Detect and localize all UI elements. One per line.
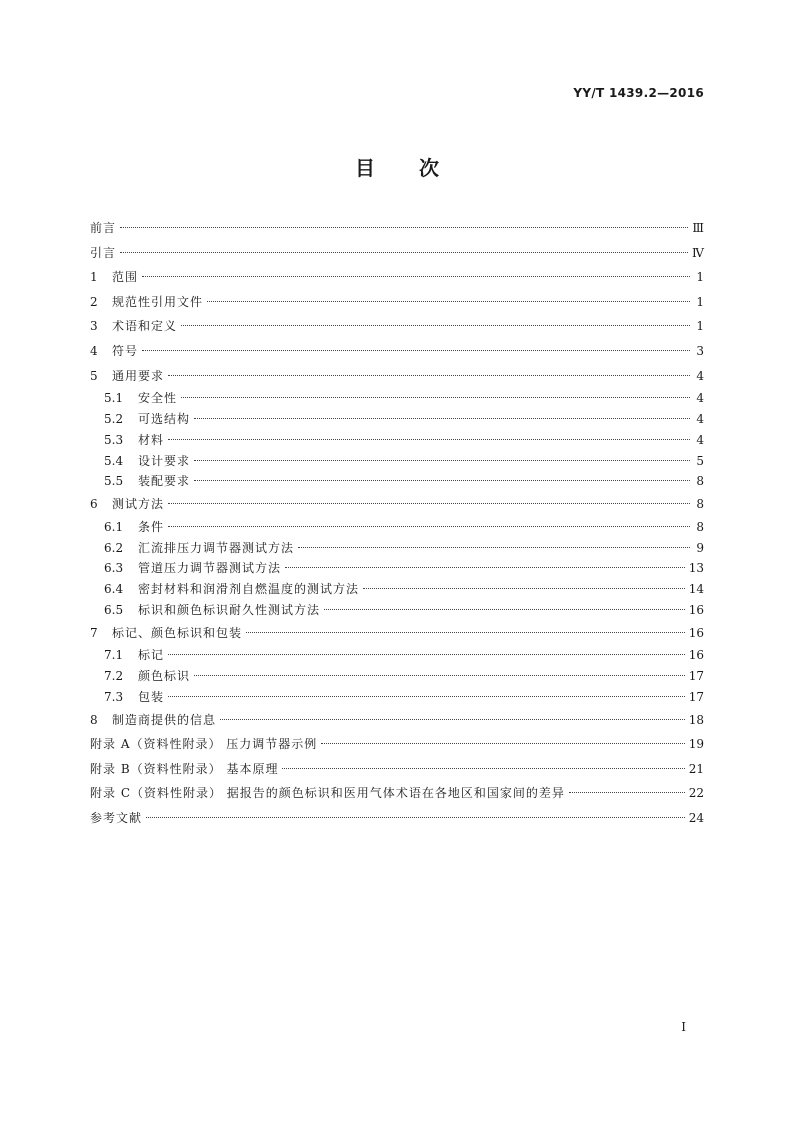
toc-entry[interactable] — [90, 216, 704, 241]
toc-dot-leader — [194, 460, 690, 461]
toc-entry-page: 8 — [696, 474, 704, 489]
toc-dot-leader — [168, 526, 690, 527]
toc-entry-page: 1 — [696, 294, 704, 309]
toc-entry-page: 24 — [688, 811, 704, 826]
toc-entry-page: 18 — [688, 712, 704, 727]
toc-entry[interactable] — [90, 388, 704, 409]
toc-entry-label: 测试方法 — [112, 497, 165, 512]
toc-entry[interactable] — [90, 558, 704, 579]
toc-entry-page: 16 — [688, 602, 704, 617]
toc-dot-leader — [194, 418, 690, 419]
toc-dot-leader — [194, 480, 690, 481]
toc-entry-page: 5 — [696, 453, 704, 468]
toc-dot-leader — [181, 325, 690, 326]
toc-entry-number: 2 — [90, 294, 98, 309]
toc-entry[interactable] — [90, 806, 704, 831]
toc-entry-label: 引言 — [90, 245, 117, 260]
toc-entry[interactable] — [90, 265, 704, 290]
toc-entry-page: 16 — [688, 648, 704, 663]
toc-entry[interactable] — [90, 409, 704, 430]
toc-entry-label: 术语和定义 — [112, 319, 178, 334]
table-of-contents — [90, 216, 704, 831]
toc-entry-number: 6 — [90, 497, 98, 512]
toc-entry-number: 7.1 — [104, 648, 124, 663]
toc-dot-leader — [363, 588, 685, 589]
toc-entry-number: 5.2 — [104, 411, 124, 426]
toc-entry[interactable] — [90, 687, 704, 708]
toc-entry-page: 4 — [696, 411, 704, 426]
toc-entry[interactable] — [90, 241, 704, 266]
page-number: Ⅰ — [681, 1020, 686, 1034]
toc-entry-label: 标识和颜色标识耐久性测试方法 — [138, 602, 321, 617]
toc-entry[interactable] — [90, 430, 704, 451]
toc-entry-label: 颜色标识 — [138, 669, 191, 684]
toc-dot-leader — [569, 792, 685, 793]
toc-entry[interactable] — [90, 364, 704, 389]
toc-entry-label: 密封材料和润滑剂自燃温度的测试方法 — [138, 582, 360, 597]
toc-entry[interactable] — [90, 781, 704, 806]
toc-entry-number: 6.5 — [104, 602, 124, 617]
toc-entry[interactable] — [90, 757, 704, 782]
toc-entry-number: 3 — [90, 319, 98, 334]
toc-entry-label: 标记、颜色标识和包装 — [112, 625, 243, 640]
toc-entry-page: 21 — [688, 761, 704, 776]
toc-entry-page: 17 — [688, 689, 704, 704]
toc-entry-page: Ⅲ — [692, 221, 704, 235]
toc-dot-leader — [120, 252, 688, 253]
toc-dot-leader — [142, 350, 690, 351]
toc-entry[interactable] — [90, 451, 704, 472]
toc-dot-leader — [168, 375, 690, 376]
toc-entry[interactable] — [90, 600, 704, 621]
toc-entry-page: Ⅳ — [692, 245, 704, 260]
toc-entry-number: 5 — [90, 368, 98, 383]
toc-entry-number: 7.3 — [104, 689, 124, 704]
toc-entry-label: 包装 — [138, 689, 165, 704]
toc-dot-leader — [207, 301, 690, 302]
toc-entry-page: 1 — [696, 270, 704, 285]
toc-entry[interactable] — [90, 492, 704, 517]
toc-entry-page: 4 — [696, 432, 704, 447]
toc-dot-leader — [181, 397, 690, 398]
toc-entry-label: 设计要求 — [138, 453, 191, 468]
toc-entry-page: 4 — [696, 368, 704, 383]
toc-entry-page: 8 — [696, 497, 704, 512]
toc-entry-number: 6.2 — [104, 540, 124, 555]
toc-entry[interactable] — [90, 471, 704, 492]
toc-entry-number: 6.4 — [104, 582, 124, 597]
toc-entry-label: 范围 — [112, 270, 139, 285]
toc-entry-page: 9 — [696, 540, 704, 555]
toc-entry-label: 安全性 — [138, 391, 178, 406]
toc-entry-label: 汇流排压力调节器测试方法 — [138, 540, 295, 555]
toc-entry[interactable] — [90, 732, 704, 757]
toc-entry-number: 6.1 — [104, 519, 124, 534]
toc-entry-label: 材料 — [138, 432, 165, 447]
toc-entry[interactable] — [90, 621, 704, 646]
toc-dot-leader — [246, 632, 685, 633]
toc-entry-label: 附录 A（资料性附录） 压力调节器示例 — [90, 737, 318, 752]
toc-entry-page: 13 — [688, 561, 704, 576]
toc-entry-label: 管道压力调节器测试方法 — [138, 561, 282, 576]
toc-entry-label: 附录 B（资料性附录） 基本原理 — [90, 761, 279, 776]
toc-entry[interactable] — [90, 314, 704, 339]
page-title: 目次 — [355, 156, 483, 180]
toc-entry-label: 附录 C（资料性附录） 据报告的颜色标识和医用气体术语在各地区和国家间的差异 — [90, 786, 565, 801]
toc-entry-number: 7.2 — [104, 669, 124, 684]
toc-entry-page: 4 — [696, 391, 704, 406]
toc-entry-label: 参考文献 — [90, 811, 143, 826]
toc-dot-leader — [285, 567, 685, 568]
toc-entry-label: 标记 — [138, 648, 165, 663]
toc-entry-number: 7 — [90, 625, 98, 640]
toc-dot-leader — [168, 654, 685, 655]
toc-entry[interactable] — [90, 290, 704, 315]
toc-dot-leader — [282, 768, 684, 769]
toc-entry-label: 可选结构 — [138, 411, 191, 426]
toc-entry[interactable] — [90, 666, 704, 687]
toc-entry-page: 8 — [696, 519, 704, 534]
toc-dot-leader — [146, 817, 685, 818]
toc-entry-number: 5.4 — [104, 453, 124, 468]
toc-entry-number: 8 — [90, 712, 98, 727]
toc-dot-leader — [321, 743, 684, 744]
toc-dot-leader — [220, 719, 685, 720]
toc-dot-leader — [120, 227, 688, 228]
toc-entry-number: 5.3 — [104, 432, 124, 447]
toc-entry-number: 6.3 — [104, 561, 124, 576]
toc-entry-page: 3 — [696, 343, 704, 358]
toc-entry-label: 装配要求 — [138, 474, 191, 489]
toc-dot-leader — [194, 675, 685, 676]
toc-entry-page: 1 — [696, 319, 704, 334]
toc-entry[interactable] — [90, 538, 704, 559]
toc-dot-leader — [142, 276, 690, 277]
toc-entry-page: 19 — [688, 737, 704, 752]
toc-dot-leader — [168, 439, 690, 440]
toc-dot-leader — [168, 503, 690, 504]
standard-code: YY/T 1439.2—2016 — [573, 86, 704, 100]
toc-entry-page: 14 — [688, 582, 704, 597]
toc-dot-leader — [168, 696, 685, 697]
toc-entry[interactable] — [90, 339, 704, 364]
toc-entry-number: 4 — [90, 343, 98, 358]
toc-entry-number: 1 — [90, 270, 98, 285]
toc-entry-label: 通用要求 — [112, 368, 165, 383]
toc-entry-page: 17 — [688, 669, 704, 684]
toc-entry[interactable] — [90, 708, 704, 733]
toc-entry-number: 5.5 — [104, 474, 124, 489]
toc-entry[interactable] — [90, 645, 704, 666]
toc-dot-leader — [298, 547, 690, 548]
toc-entry[interactable] — [90, 579, 704, 600]
toc-entry-label: 前言 — [90, 221, 117, 235]
toc-entry[interactable] — [90, 517, 704, 538]
toc-entry-label: 符号 — [112, 343, 139, 358]
toc-entry-page: 16 — [688, 625, 704, 640]
toc-dot-leader — [324, 609, 685, 610]
toc-entry-page: 22 — [688, 786, 704, 801]
toc-entry-label: 条件 — [138, 519, 165, 534]
toc-entry-label: 规范性引用文件 — [112, 294, 204, 309]
toc-entry-number: 5.1 — [104, 391, 124, 406]
toc-entry-label: 制造商提供的信息 — [112, 712, 217, 727]
